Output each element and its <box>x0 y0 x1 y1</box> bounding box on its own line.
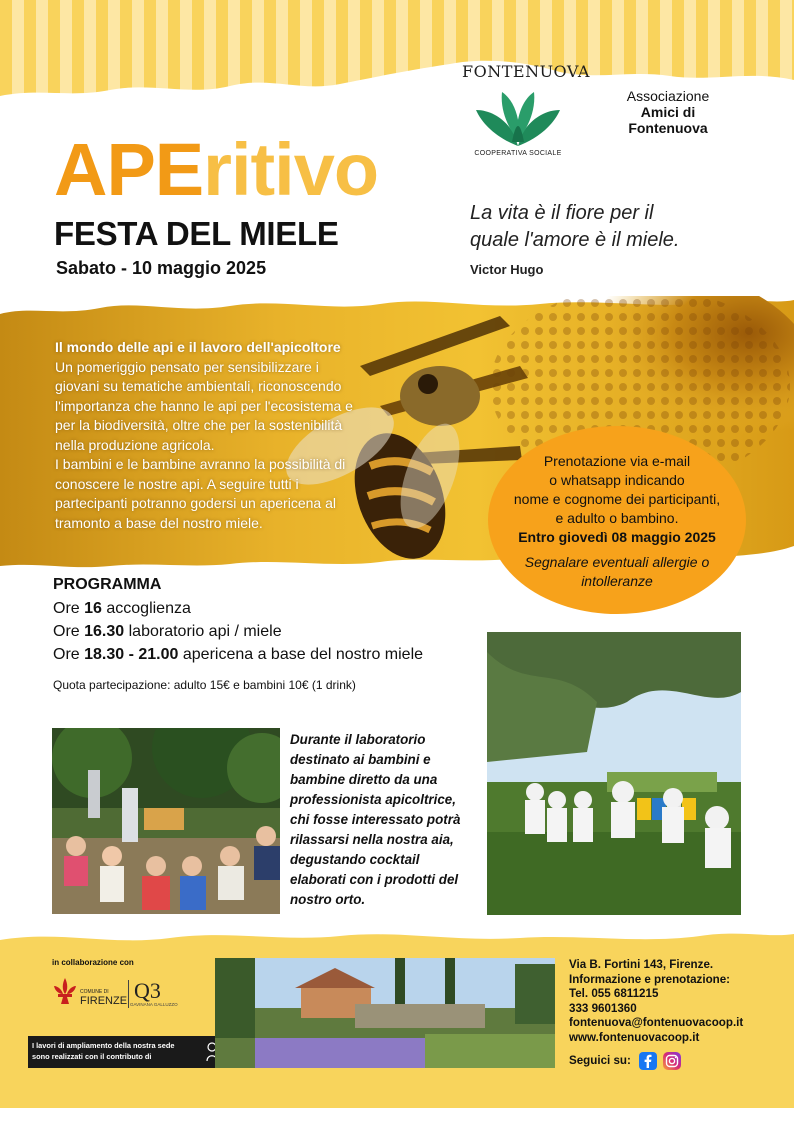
program-time: 16 <box>84 600 102 617</box>
program-prefix: Ore <box>53 600 85 617</box>
lab-line: elaborati con i prodotti del <box>290 872 459 887</box>
lab-line: Durante il laboratorio <box>290 732 426 747</box>
booking-line: Prenotazione via e-mail <box>543 453 691 469</box>
lab-line: rilassarsi nella nostra aia, <box>290 832 454 847</box>
comune-line1: COMUNE DI <box>80 989 109 995</box>
q3-logo: Q3 <box>134 978 161 1003</box>
firenze-lily-icon <box>52 976 78 1006</box>
q3-subtitle: GAVINANA GALLUZZO <box>130 1002 178 1007</box>
assoc-line2: Amici di <box>640 104 696 120</box>
contact-info <box>569 958 779 1046</box>
lab-line: nostro orto. <box>290 892 366 907</box>
lab-line: destinato ai bambini e <box>290 752 431 767</box>
booking-info <box>488 452 746 591</box>
farm-building-photo <box>215 958 555 1068</box>
title-light: ritivo <box>203 128 379 211</box>
booking-line: e adulto o bambino. <box>555 510 679 526</box>
intro-line: I bambini e le bambine avranno la possibilità di <box>55 456 346 472</box>
fontenuova-logo[interactable] <box>462 62 590 162</box>
lab-line: professionista apicoltrice, <box>290 792 456 807</box>
program-text: accoglienza <box>101 600 191 617</box>
fontenuova-logo-icon <box>462 80 574 150</box>
beekeepers-photo <box>487 632 741 915</box>
event-date: Sabato - 10 maggio 2025 <box>56 258 267 278</box>
program-text: apericena a base del nostro miele <box>178 646 424 663</box>
association-name <box>608 88 728 136</box>
contact-website[interactable]: www.fontenuovacoop.it <box>569 1030 700 1044</box>
booking-note-line1: Segnalare eventuali allergie o <box>524 554 710 570</box>
assoc-line3: Fontenuova <box>628 120 708 136</box>
program-title: PROGRAMMA <box>53 576 162 593</box>
instagram-icon[interactable] <box>663 1052 681 1070</box>
quote-line1: La vita è il fiore per il <box>470 202 654 224</box>
comune-line2: FIRENZE <box>80 995 128 1007</box>
intro-line: conoscere le nostre api. A seguire tutti i <box>55 475 299 492</box>
collaboration-label: in collaborazione con <box>52 958 134 967</box>
logo-divider <box>128 980 129 1008</box>
program-item <box>53 623 282 641</box>
program-time: 16.30 <box>84 623 125 640</box>
lab-line: chi fosse interessato potrà <box>290 812 461 827</box>
intro-line: Un pomeriggio pensato per sensibilizzare i <box>55 358 319 375</box>
program-item <box>53 600 191 618</box>
booking-note <box>488 553 746 591</box>
title-strong: APE <box>54 128 204 211</box>
program-prefix: Ore <box>53 646 85 663</box>
lab-description <box>290 730 470 910</box>
logo-name: FONTENUOVA <box>462 62 590 81</box>
booking-deadline: Entro giovedì 08 maggio 2025 <box>518 529 716 545</box>
intro-line: l'importanza che hanno le api per l'ecosistema e <box>55 397 353 414</box>
lab-line: bambine diretto da una <box>290 772 438 787</box>
quote-author: Victor Hugo <box>470 262 544 277</box>
intro-line: per la biodiversità, oltre che per la sostenibilità <box>55 417 343 433</box>
contact-info-label: Informazione e prenotazione: <box>569 972 731 986</box>
intro-heading: Il mondo delle api e il lavoro dell'apicoltore <box>55 339 341 355</box>
logo-subtitle: COOPERATIVA SOCIALE <box>474 150 562 157</box>
quote <box>470 200 770 254</box>
contact-phone[interactable]: Tel. 055 6811215 <box>569 987 659 1001</box>
follow-label: Seguici su: <box>569 1054 631 1067</box>
contact-mobile[interactable]: 333 9601360 <box>569 1001 637 1015</box>
quote-line2: quale l'amore è il miele. <box>470 229 680 251</box>
program-time: 18.30 - 21.00 <box>84 646 179 663</box>
children-lab-photo <box>52 728 280 914</box>
event-subtitle: FESTA DEL MIELE <box>54 215 339 252</box>
intro-line: tramonto a base del nostro miele. <box>55 514 263 531</box>
sponsor-text <box>32 1040 202 1062</box>
booking-line: o whatsapp indicando <box>549 472 685 488</box>
participation-fee: Quota partecipazione: adulto 15€ e bambini 10€ (1 drink) <box>53 678 356 692</box>
booking-line: nome e cognome dei participanti, <box>513 491 721 507</box>
contact-address: Via B. Fortini 143, Firenze. <box>569 958 714 971</box>
intro-line: giovani su tematiche ambientali, riconoscendo <box>55 378 342 394</box>
lab-line: degustando cocktail <box>290 852 420 867</box>
facebook-icon[interactable] <box>639 1052 657 1070</box>
contact-email[interactable]: fontenuova@fontenuovacoop.it <box>569 1016 744 1030</box>
program-prefix: Ore <box>53 623 85 640</box>
booking-note-line2: intolleranze <box>581 573 653 589</box>
comune-firenze-logo <box>80 986 127 1006</box>
program-text: laboratorio api / miele <box>124 623 282 640</box>
intro-text <box>55 338 385 533</box>
assoc-line1: Associazione <box>626 88 710 104</box>
event-title <box>54 130 378 210</box>
intro-line: partecipanti potranno godersi un apericena al <box>55 495 336 511</box>
strip-line2: sono realizzati con il contributo di <box>32 1052 152 1061</box>
strip-line1: I lavori di ampliamento della nostra sede <box>32 1041 175 1050</box>
intro-line: nella produzione agricola. <box>55 436 215 453</box>
program-item <box>53 646 423 664</box>
